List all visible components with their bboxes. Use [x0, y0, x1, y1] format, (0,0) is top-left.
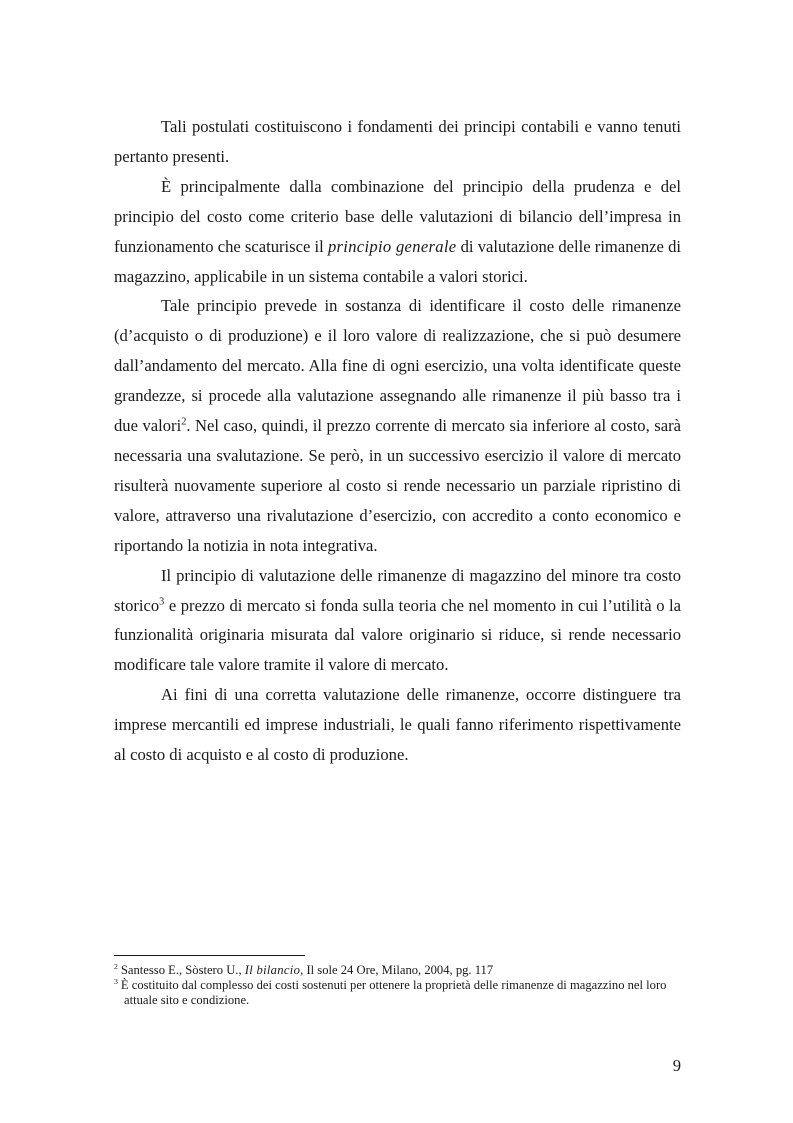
footnote-3	[114, 978, 681, 1008]
paragraph-5-text: Ai fini di una corretta valutazione delle rimanenze, occorre distinguere tra imprese mercantili ed imprese industriali, le quali fanno riferimento rispettivamente al costo di acquisto e al costo di produzione.	[114, 685, 681, 765]
paragraph-4	[114, 561, 681, 681]
paragraph-5	[114, 680, 681, 770]
footnotes	[114, 963, 681, 1009]
paragraph-3-text-a: Tale principio prevede in sostanza di identificare il costo delle rimanenze (d’acquisto o di produzione) e il loro valore di realizzazione, che si può desumere dall’andamento del mercato. Alla fine di ogni esercizio, una volta identificate queste grandezze, si procede alla valutazione assegnando alle rimanenze il più basso tra i due valori	[114, 296, 681, 436]
paragraph-2-text-a: È principalmente dalla combinazione del principio della prudenza e del principio del costo come criterio base delle valutazioni di bilancio dell’impresa in funzionamento che scaturisce il	[114, 176, 681, 256]
footnote-2-text-a: Santesso E., Sòstero U.,	[120, 963, 245, 977]
footnote-3-number: 3	[114, 977, 118, 987]
footnote-ref-3[interactable]: 3	[159, 595, 165, 607]
paragraph-4-text-a: Il principio di valutazione delle rimanenze di magazzino del minore tra costo storico	[114, 565, 681, 615]
paragraph-3-text-b: . Nel caso, quindi, il prezzo corrente di mercato sia inferiore al costo, sarà necessaria una svalutazione. Se però, in un successivo esercizio il valore di mercato risulterà nuovamente superiore al costo si rende necessario un parziale ripristino di valore, attraverso una rivalutazione d’esercizio, con accredito a conto economico e riportando la notizia in nota integrativa.	[114, 416, 681, 555]
footnote-3-text: È costituito dal complesso dei costi sostenuti per ottenere la proprietà delle rimanenze di magazzino nel loro attuale sito e condizione.	[120, 978, 667, 1008]
paragraph-4-text-b: e prezzo di mercato si fonda sulla teoria che nel momento in cui l’utilità o la funzionalità originaria misurata dal valore originario si riduce, si rende necessario modificare tale valore tramite il valore di mercato.	[114, 595, 681, 675]
footnote-2-italic: Il bilancio	[244, 963, 301, 977]
footnote-ref-2[interactable]: 2	[181, 416, 187, 428]
footnote-2	[114, 963, 681, 978]
footnote-2-number: 2	[114, 961, 118, 971]
paragraph-1-text: Tali postulati costituiscono i fondamenti dei principi contabili e vanno tenuti pertanto presenti.	[114, 117, 681, 166]
body-text	[114, 112, 681, 770]
page-number: 9	[672, 1056, 681, 1075]
footnote-separator	[114, 955, 305, 956]
paragraph-2	[114, 172, 681, 292]
paragraph-2-italic: principio generale	[327, 236, 457, 256]
paragraph-3	[114, 291, 681, 560]
footnote-2-text-b: , Il sole 24 Ore, Milano, 2004, pg. 117	[300, 963, 494, 977]
paragraph-2-text-b: di valutazione delle rimanenze di magazzino, applicabile in un sistema contabile a valori storici.	[114, 236, 681, 286]
paragraph-1	[114, 112, 681, 172]
